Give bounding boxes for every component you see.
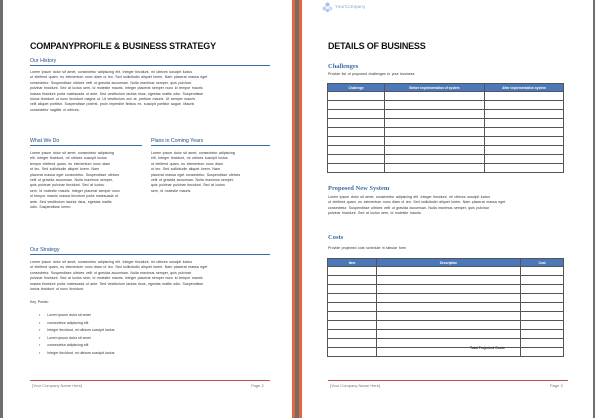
table-cell[interactable] [385, 119, 485, 128]
costs-rows [328, 267, 564, 357]
footer-rule [30, 380, 270, 381]
what-we-do-text [30, 151, 144, 210]
table-header-row [328, 84, 564, 92]
challenges-intro: Provide list of proposed challenges to your business [328, 72, 415, 76]
table-row [328, 276, 564, 285]
text-line: velit ut gravida accumsan. Nulla maximus semper, [151, 178, 234, 183]
list-item: • consectetur adipiscing elit [39, 342, 114, 350]
table-row [328, 146, 564, 155]
table-cell[interactable] [328, 164, 385, 173]
text-line: quis pulvinar pulvinar tincidunt. Sed at luctus [151, 183, 225, 188]
table-row [328, 294, 564, 303]
table-cell[interactable] [377, 294, 521, 303]
text-line: ante. Sed vestibulum lacinia risus, egestas mattis [30, 199, 112, 204]
our-history-text [30, 70, 270, 113]
table-cell[interactable] [521, 321, 564, 330]
footer-page-number: Page 2 [251, 383, 264, 388]
table-cell[interactable] [328, 303, 377, 312]
table-cell[interactable] [328, 92, 385, 101]
table-cell[interactable] [377, 276, 521, 285]
list-item: • Lorem ipsum dolor sit amet [39, 312, 114, 320]
our-history-heading: Our History [30, 58, 57, 64]
text-line: sem, id molestie mauris. [151, 188, 192, 193]
table-cell[interactable] [328, 155, 385, 164]
table-row [328, 339, 564, 348]
table-cell[interactable] [521, 294, 564, 303]
plans-text [151, 151, 271, 194]
text-line: Lorem ipsum dolor sit amet, consectetur adipiscing [151, 151, 235, 155]
list-item: • consectetur adipiscing elit [39, 320, 114, 328]
challenges-heading: Challenges [328, 63, 359, 70]
key-points-list [39, 312, 114, 358]
text-line: id tempor mauris massa tincidunt porta malesuada ut [30, 194, 118, 199]
text-line: ut leo. Sed sollicitudin aliquet lorem. Nam [30, 167, 99, 172]
table-cell[interactable] [377, 267, 521, 276]
key-points-label: Key Points: [30, 300, 49, 304]
text-line: massa tincidunt porta malesuada ut ante. Sed vestibulum lacinia risus, egestas mattis odio. Suspendisse [30, 91, 204, 96]
column-header: After implementation system [485, 84, 564, 92]
text-line: consectetur. Suspendisse ultrices velit ut gravida accumsan. Nulla maximus semper, quis pulvinar [328, 205, 489, 210]
footer-company: [Your Company Name Here] [330, 383, 381, 388]
table-cell[interactable] [385, 146, 485, 155]
table-cell[interactable] [385, 110, 485, 119]
text-line: pulvinar tincidunt. Sed at luctus sem, id molestie mauris. Integer placerat semper nunc id tempor mauris [30, 86, 203, 91]
text-line: velit ut gravida accumsan. Nulla maximus semper, [30, 178, 113, 183]
right-page [299, 0, 593, 418]
heading-rule [30, 65, 270, 66]
table-cell[interactable] [328, 285, 377, 294]
table-cell[interactable] [521, 303, 564, 312]
table-cell[interactable] [377, 285, 521, 294]
text-line: luctus tincidunt ut nunc tincidunt magna ut. Ut vestibulum orci at, pretium mauris. Ut semper mauris [30, 97, 196, 102]
costs-heading: Costs [328, 234, 344, 241]
table-row [328, 285, 564, 294]
heading-rule [30, 254, 270, 255]
table-cell[interactable] [485, 110, 564, 119]
table-row [328, 101, 564, 110]
our-strategy-heading: Our Strategy [30, 247, 60, 253]
footer-rule [328, 380, 568, 381]
table-row [328, 119, 564, 128]
our-strategy-text [30, 260, 270, 292]
text-line: elit. Integer tincidunt, mi ultrices suscipit luctus [30, 156, 107, 161]
table-row [328, 110, 564, 119]
text-line: odio. Suspendisse lorem. [30, 205, 72, 210]
table-cell[interactable] [521, 285, 564, 294]
table-row [328, 348, 564, 357]
text-line: quis pulvinar pulvinar tincidunt. Sed at luctus [30, 183, 104, 188]
table-cell[interactable] [385, 128, 485, 137]
table-row [328, 155, 564, 164]
table-cell[interactable] [328, 312, 377, 321]
text-line: placerat massa eget consectetur. Suspendisse ultrices [30, 172, 120, 177]
text-line: Lorem ipsum dolor sit amet, consectetur adipiscing elit. Integer tincidunt, mi ultrices suscipit luctus [30, 260, 193, 264]
table-cell[interactable] [377, 321, 521, 330]
challenges-rows [328, 92, 564, 173]
list-item: • Integer tincidunt, mi ultrices suscipit luctus [39, 327, 114, 335]
logo-icon [322, 2, 333, 13]
column-header: Cost [521, 259, 564, 267]
table-cell[interactable] [521, 267, 564, 276]
column-header: Description [377, 259, 521, 267]
table-cell[interactable] [385, 92, 485, 101]
heading-rule [151, 145, 270, 146]
table-row [328, 128, 564, 137]
table-row [328, 330, 564, 339]
text-line: Lorem ipsum dolor sit amet, consectetur adipiscing elit. Integer tincidunt, mi ultrices suscipit luctus [30, 70, 193, 74]
text-line: massa tincidunt porta malesuada ut ante. Sed vestibulum lacinia risus, egestas mattis odio. Suspendisse [30, 281, 204, 286]
table-cell[interactable] [521, 312, 564, 321]
table-cell[interactable] [521, 276, 564, 285]
table-row [328, 164, 564, 173]
text-line: tempor eleifend quam, eu elementum nunc diam [30, 161, 111, 166]
total-costs-label: Total Projected Costs [470, 346, 505, 350]
left-page [3, 0, 295, 418]
table-cell[interactable] [485, 164, 564, 173]
text-line: Lorem ipsum dolor sit amet, consectetur adipiscing [30, 151, 114, 155]
table-cell[interactable] [485, 101, 564, 110]
column-header: Challenge [328, 84, 385, 92]
table-row [328, 92, 564, 101]
text-line: pulvinar tincidunt. Sed at luctus sem, id molestie mauris. [328, 211, 422, 216]
table-row [328, 312, 564, 321]
table-row [328, 267, 564, 276]
table-cell[interactable] [328, 110, 385, 119]
table-cell[interactable] [385, 137, 485, 146]
page-title: COMPANYPROFILE & BUSINESS STRATEGY [30, 41, 216, 51]
footer-page-number: Page 3 [550, 383, 563, 388]
table-cell[interactable] [328, 294, 377, 303]
column-header: Before implementation of system [385, 84, 485, 92]
text-line: pulvinar tincidunt. Sed at luctus sem, id molestie mauris. Integer placerat semper nunc id tempor mauris [30, 276, 203, 281]
what-we-do-heading: What We Do [30, 138, 60, 144]
table-row [328, 303, 564, 312]
table-cell[interactable] [485, 128, 564, 137]
text-line: consectetur. Suspendisse ultrices velit ut gravida accumsan. Nulla maximus semper, quis pulvinar [30, 270, 191, 275]
text-line: ut leo. Sed sollicitudin aliquet lorem. Nam [151, 167, 220, 172]
table-cell[interactable] [521, 339, 564, 348]
costs-table [327, 258, 564, 357]
table-cell[interactable] [485, 146, 564, 155]
text-line: consectetur sagittis ut ultrices. [30, 107, 80, 112]
table-cell[interactable] [328, 101, 385, 110]
text-line: ut eleifend quam, eu elementum nunc diam ut leo. Sed sollicitudin aliquet lorem. Nam placerat massa eget [30, 75, 208, 80]
table-cell[interactable] [377, 303, 521, 312]
table-cell[interactable] [521, 330, 564, 339]
text-line: ut eleifend quam, eu elementum nunc diam ut leo. Sed sollicitudin aliquet lorem. Nam placerat massa eget [30, 265, 208, 270]
table-cell[interactable] [485, 155, 564, 164]
table-cell[interactable] [328, 321, 377, 330]
plans-heading: Plans in Coming Years [151, 138, 204, 144]
table-cell[interactable] [328, 119, 385, 128]
table-header-row [328, 259, 564, 267]
table-cell[interactable] [328, 146, 385, 155]
table-cell[interactable] [377, 312, 521, 321]
table-cell[interactable] [328, 339, 377, 348]
table-cell[interactable] [485, 119, 564, 128]
footer-company: [Your Company Name Here] [32, 383, 83, 388]
page-title: DETAILS OF BUSINESS [328, 41, 426, 51]
heading-rule [30, 145, 142, 146]
text-line: ut eleifend quam, eu elementum nunc diam ut leo. Sed sollicitudin aliquet lorem. Nam placerat massa eget [328, 200, 506, 205]
text-line: luctus tincidunt ut nunc tincidunt. [30, 287, 84, 292]
list-item: • Integer tincidunt, mi ultrices suscipit luctus [39, 350, 114, 358]
text-line: velit aliquet porttitor. Suspendisse potenti, proin imperdiet finibus ex, suscipit porttitor augue. Mauris [30, 102, 195, 107]
text-line: placerat massa eget consectetur. Suspendisse ultrices [151, 172, 241, 177]
table-cell[interactable] [328, 137, 385, 146]
table-row [328, 321, 564, 330]
logo-text: YourCompany [335, 5, 366, 10]
table-cell[interactable] [485, 92, 564, 101]
text-line: sem, id molestie mauris. Integer placerat semper nunc [30, 188, 120, 193]
table-cell[interactable] [521, 348, 564, 357]
company-logo [322, 2, 365, 13]
challenges-table [327, 83, 564, 173]
proposed-heading: Proposed New System [328, 185, 390, 192]
table-cell[interactable] [328, 267, 377, 276]
text-line: elit. Integer tincidunt, mi ultrices suscipit luctus [151, 156, 228, 161]
proposed-text [328, 195, 568, 217]
text-line: Lorem ipsum dolor sit amet, consectetur adipiscing elit. Integer tincidunt, mi ultrices suscipit luctus [328, 195, 491, 199]
table-cell[interactable] [385, 164, 485, 173]
table-cell[interactable] [328, 276, 377, 285]
table-cell[interactable] [485, 137, 564, 146]
table-row [328, 137, 564, 146]
table-cell[interactable] [385, 101, 485, 110]
column-header: Item [328, 259, 377, 267]
table-cell[interactable] [385, 155, 485, 164]
table-cell[interactable] [377, 330, 521, 339]
text-line: consectetur. Suspendisse ultrices velit ut gravida accumsan. Nulla maximus semper, quis pulvinar [30, 80, 191, 85]
table-cell[interactable] [328, 330, 377, 339]
table-cell[interactable] [328, 128, 385, 137]
text-line: ut eleifend quam, eu elementum nunc diam [151, 161, 223, 166]
costs-intro: Provide projected cost schedule in tabular form [328, 246, 406, 250]
table-cell[interactable] [328, 348, 377, 357]
list-item: • Lorem ipsum dolor sit amet [39, 335, 114, 343]
